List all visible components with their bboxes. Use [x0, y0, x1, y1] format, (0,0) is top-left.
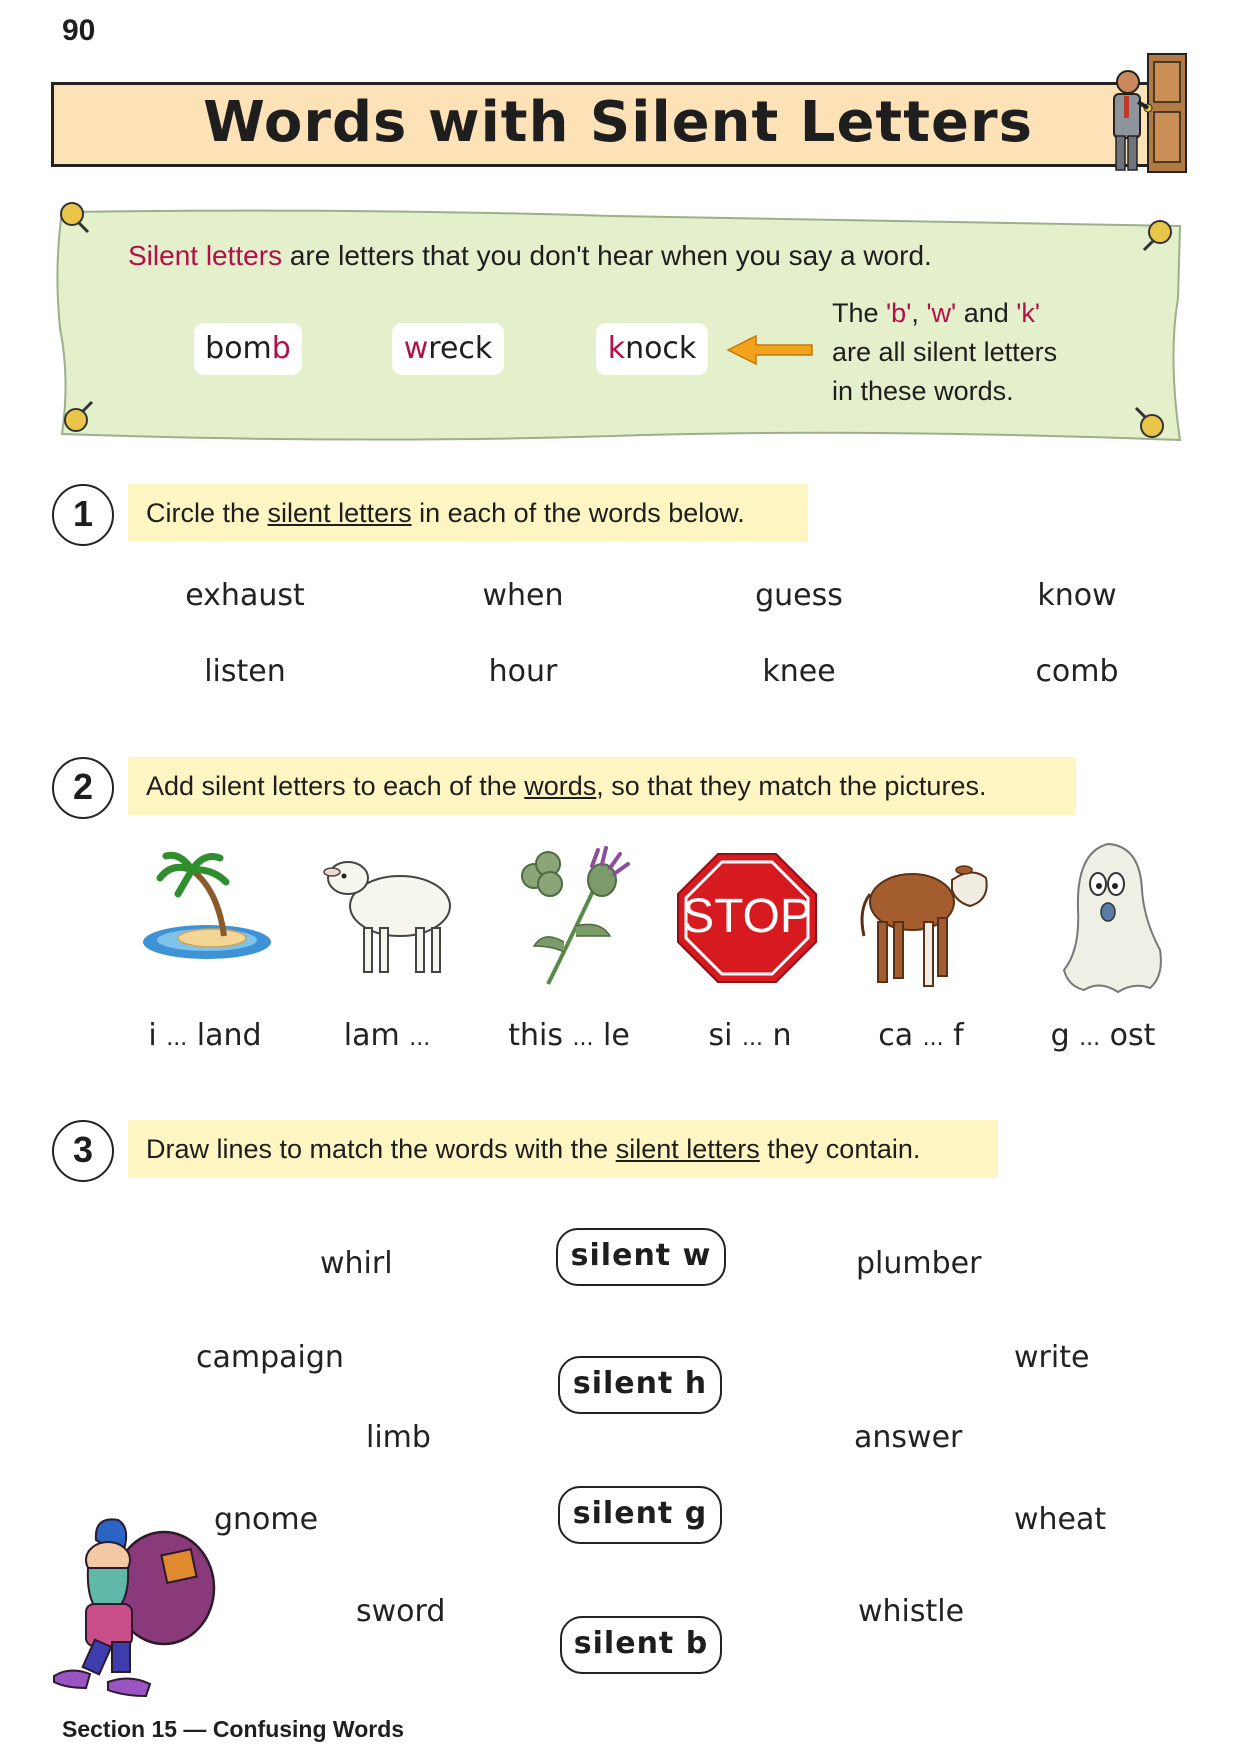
- note-line-1: The 'b', 'w' and 'k': [832, 298, 1041, 328]
- question-3-instruction: Draw lines to match the words with the silent letters they contain.: [128, 1120, 998, 1178]
- example-word-card: knock: [596, 323, 708, 375]
- question-1-instruction: Circle the silent letters in each of the words below.: [128, 484, 808, 542]
- silent-b-box[interactable]: silent b: [560, 1616, 722, 1674]
- q1-word[interactable]: exhaust: [185, 578, 305, 613]
- q3-right-word[interactable]: plumber: [856, 1246, 982, 1281]
- ghost-picture: [1058, 840, 1168, 1000]
- q1-word[interactable]: knee: [762, 654, 836, 689]
- question-3-number: 3: [52, 1120, 114, 1182]
- q3-left-word[interactable]: campaign: [196, 1340, 344, 1375]
- question-2-number: 2: [52, 757, 114, 819]
- q3-right-word[interactable]: wheat: [1014, 1502, 1107, 1537]
- q2-blank-word[interactable]: this ... le: [508, 1018, 630, 1053]
- stop-sign-text: STOP: [682, 890, 812, 943]
- note-line-2: are all silent letters: [832, 337, 1058, 367]
- arrow-left-icon: [726, 334, 814, 366]
- island-picture: [140, 850, 274, 962]
- pin-icon: [1140, 214, 1180, 254]
- q2-blank-word[interactable]: g ... ost: [1050, 1018, 1156, 1053]
- silent-letter: w: [403, 331, 429, 366]
- q3-right-word[interactable]: write: [1014, 1340, 1090, 1375]
- question-2-instruction: Add silent letters to each of the words, so that they match the pictures.: [128, 757, 1076, 815]
- silent-h-box[interactable]: silent h: [558, 1356, 722, 1414]
- q1-word[interactable]: know: [1037, 578, 1117, 613]
- page-title: Words with Silent Letters: [203, 90, 1033, 155]
- silent-w-box[interactable]: silent w: [556, 1228, 726, 1286]
- silent-letters-note: [832, 294, 1057, 411]
- q2-blank-word[interactable]: si ... n: [708, 1018, 792, 1053]
- q2-blank-word[interactable]: i ... land: [148, 1018, 262, 1053]
- q1-word[interactable]: comb: [1035, 654, 1119, 689]
- silent-letters-term: Silent letters: [128, 240, 283, 271]
- q3-right-word[interactable]: whistle: [858, 1594, 965, 1629]
- page-number: 90: [62, 14, 96, 47]
- q1-word[interactable]: hour: [488, 654, 558, 689]
- question-1-number: 1: [52, 484, 114, 546]
- footer-section-label: Section 15 — Confusing Words: [62, 1716, 405, 1742]
- note-line-3: in these words.: [832, 376, 1014, 406]
- q3-right-word[interactable]: answer: [854, 1420, 963, 1455]
- q3-left-word[interactable]: sword: [356, 1594, 446, 1629]
- q1-word[interactable]: guess: [755, 578, 843, 613]
- pin-icon: [1132, 404, 1172, 444]
- q3-left-word[interactable]: whirl: [320, 1246, 393, 1281]
- q1-word[interactable]: listen: [204, 654, 286, 689]
- silent-g-box[interactable]: silent g: [558, 1486, 722, 1544]
- man-opening-door-illustration: [1100, 50, 1192, 178]
- example-word-card: wreck: [392, 323, 504, 375]
- q1-word[interactable]: when: [482, 578, 564, 613]
- gnome-with-sack-illustration: [46, 1512, 224, 1698]
- calf-picture: [856, 856, 996, 996]
- thistle-picture: [514, 846, 636, 988]
- silent-letter: b: [271, 331, 291, 366]
- definition-rest: are letters that you don't hear when you say a word.: [282, 240, 932, 271]
- pin-icon: [56, 398, 96, 438]
- q3-left-word[interactable]: gnome: [214, 1502, 319, 1537]
- definition-sentence: [128, 240, 932, 272]
- q2-blank-word[interactable]: ca ... f: [878, 1018, 964, 1053]
- example-word-card: bomb: [194, 323, 302, 375]
- pin-icon: [52, 196, 92, 236]
- lamb-picture: [318, 848, 456, 980]
- q3-left-word[interactable]: limb: [366, 1420, 431, 1455]
- silent-letter: k: [607, 331, 626, 366]
- q2-blank-word[interactable]: lam ...: [343, 1018, 431, 1053]
